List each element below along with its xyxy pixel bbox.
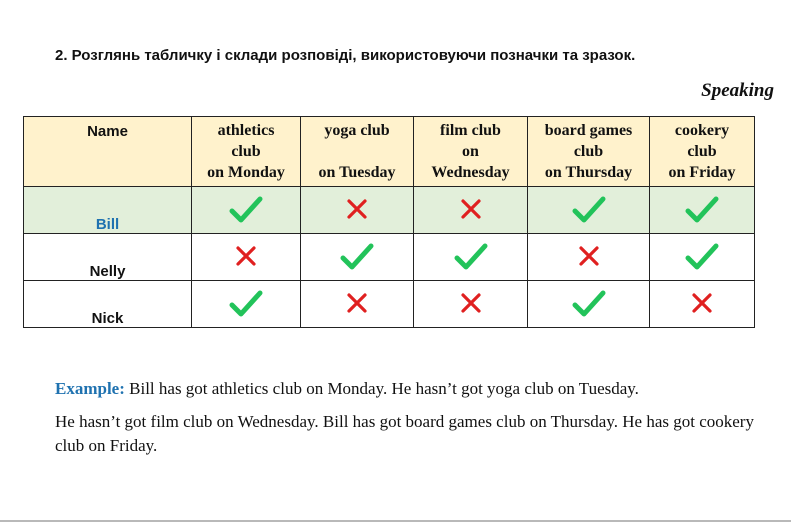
cross-icon bbox=[229, 242, 263, 272]
attendance-mark bbox=[528, 187, 650, 234]
section-label: Speaking bbox=[701, 80, 774, 101]
cross-icon bbox=[340, 195, 374, 225]
student-name: Nelly bbox=[24, 234, 192, 281]
example-text: Bill has got athletics club on Monday. He hasn’t got yoga club on Tuesday. bbox=[124, 379, 639, 398]
example-label: Example: bbox=[55, 379, 125, 398]
attendance-mark bbox=[414, 187, 528, 234]
check-icon bbox=[229, 289, 263, 319]
example-paragraph bbox=[55, 377, 775, 401]
attendance-mark bbox=[414, 281, 528, 328]
attendance-mark bbox=[192, 281, 301, 328]
table-header-row bbox=[24, 117, 755, 187]
column-header-name: Name bbox=[24, 117, 192, 187]
cross-icon bbox=[454, 195, 488, 225]
example-paragraph-continued: He hasn’t got film club on Wednesday. Bill has got board games club on Thursday. He has got cookery club on Friday. bbox=[55, 412, 754, 455]
attendance-mark bbox=[528, 234, 650, 281]
attendance-mark bbox=[528, 281, 650, 328]
attendance-mark bbox=[650, 187, 755, 234]
check-icon bbox=[685, 242, 719, 272]
column-header: yoga club on Tuesday bbox=[301, 117, 414, 187]
check-icon bbox=[685, 195, 719, 225]
column-header: board games club on Thursday bbox=[528, 117, 650, 187]
cross-icon bbox=[685, 289, 719, 319]
check-icon bbox=[572, 195, 606, 225]
attendance-mark bbox=[192, 187, 301, 234]
cross-icon bbox=[454, 289, 488, 319]
attendance-mark bbox=[414, 234, 528, 281]
cross-icon bbox=[572, 242, 606, 272]
clubs-table bbox=[23, 116, 755, 328]
page-bottom-border bbox=[0, 520, 791, 522]
cross-icon bbox=[340, 289, 374, 319]
attendance-mark bbox=[650, 234, 755, 281]
student-name: Bill bbox=[24, 187, 192, 234]
table-row bbox=[24, 281, 755, 328]
check-icon bbox=[572, 289, 606, 319]
column-header: film club on Wednesday bbox=[414, 117, 528, 187]
table-row bbox=[24, 234, 755, 281]
column-header: athletics club on Monday bbox=[192, 117, 301, 187]
task-title: 2. Розглянь табличку і склади розповіді, використовуючи позначки та зразок. bbox=[55, 47, 636, 64]
check-icon bbox=[454, 242, 488, 272]
check-icon bbox=[340, 242, 374, 272]
table-row bbox=[24, 187, 755, 234]
attendance-mark bbox=[192, 234, 301, 281]
column-header: cookery club on Friday bbox=[650, 117, 755, 187]
attendance-mark bbox=[650, 281, 755, 328]
attendance-mark bbox=[301, 281, 414, 328]
check-icon bbox=[229, 195, 263, 225]
attendance-mark bbox=[301, 234, 414, 281]
student-name: Nick bbox=[24, 281, 192, 328]
attendance-mark bbox=[301, 187, 414, 234]
